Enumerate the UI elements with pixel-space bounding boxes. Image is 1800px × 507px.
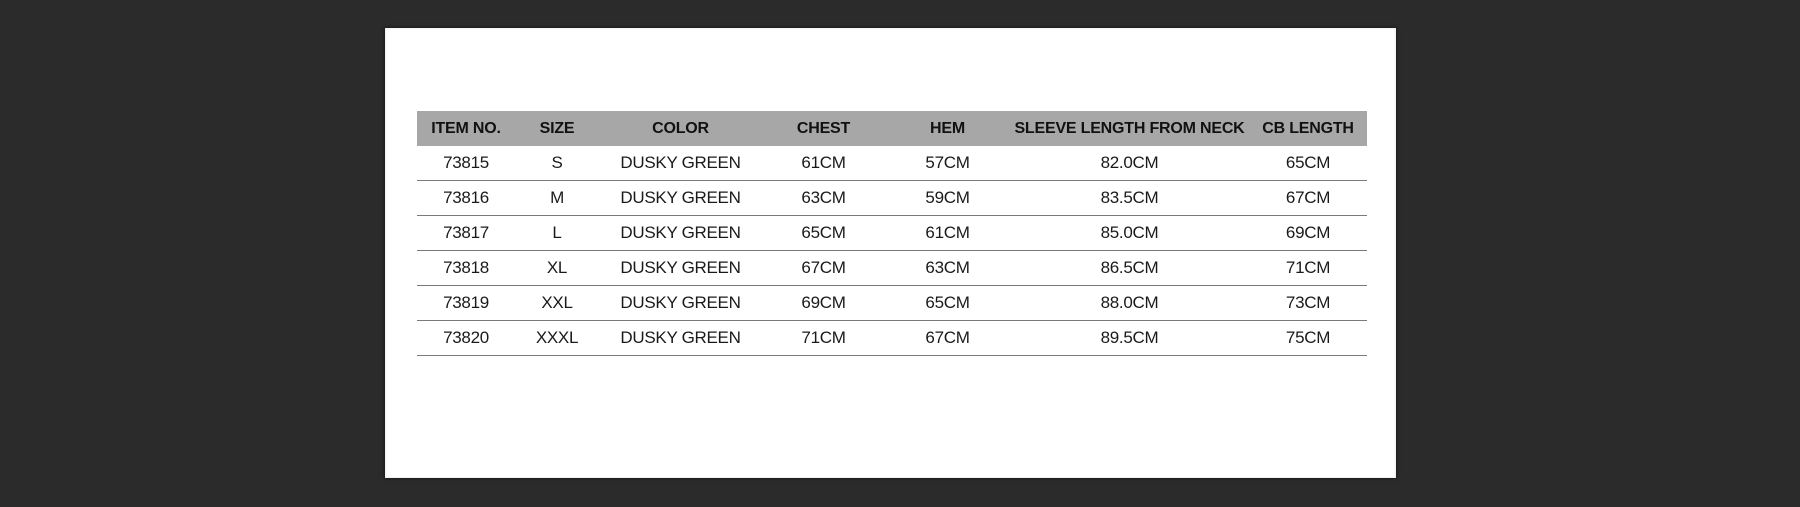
cell-color: DUSKY GREEN — [599, 286, 762, 321]
cell-cb-length: 75CM — [1249, 321, 1367, 356]
cell-size: M — [515, 181, 599, 216]
cell-sleeve-length: 89.5CM — [1010, 321, 1249, 356]
cell-chest: 71CM — [762, 321, 885, 356]
table-body — [417, 146, 1367, 356]
cell-cb-length: 67CM — [1249, 181, 1367, 216]
cell-cb-length: 69CM — [1249, 216, 1367, 251]
header-cb-length: CB LENGTH — [1249, 111, 1367, 146]
cell-item-no: 73818 — [417, 251, 515, 286]
cell-hem: 57CM — [885, 146, 1010, 181]
cell-cb-length: 71CM — [1249, 251, 1367, 286]
cell-color: DUSKY GREEN — [599, 216, 762, 251]
cell-cb-length: 65CM — [1249, 146, 1367, 181]
cell-item-no: 73820 — [417, 321, 515, 356]
cell-size: L — [515, 216, 599, 251]
header-chest: CHEST — [762, 111, 885, 146]
header-row — [417, 111, 1367, 146]
document-sheet — [385, 28, 1396, 478]
cell-chest: 61CM — [762, 146, 885, 181]
cell-color: DUSKY GREEN — [599, 146, 762, 181]
header-size: SIZE — [515, 111, 599, 146]
cell-size: S — [515, 146, 599, 181]
header-item-no: ITEM NO. — [417, 111, 515, 146]
cell-hem: 61CM — [885, 216, 1010, 251]
cell-chest: 63CM — [762, 181, 885, 216]
cell-sleeve-length: 85.0CM — [1010, 216, 1249, 251]
table-header — [417, 111, 1367, 146]
cell-size: XXXL — [515, 321, 599, 356]
cell-color: DUSKY GREEN — [599, 251, 762, 286]
cell-sleeve-length: 86.5CM — [1010, 251, 1249, 286]
cell-chest: 67CM — [762, 251, 885, 286]
table-row — [417, 251, 1367, 286]
table-row — [417, 181, 1367, 216]
cell-hem: 59CM — [885, 181, 1010, 216]
header-hem: HEM — [885, 111, 1010, 146]
cell-sleeve-length: 83.5CM — [1010, 181, 1249, 216]
cell-chest: 69CM — [762, 286, 885, 321]
table-row — [417, 321, 1367, 356]
cell-hem: 65CM — [885, 286, 1010, 321]
cell-item-no: 73819 — [417, 286, 515, 321]
cell-hem: 63CM — [885, 251, 1010, 286]
cell-item-no: 73817 — [417, 216, 515, 251]
table-row — [417, 216, 1367, 251]
cell-sleeve-length: 88.0CM — [1010, 286, 1249, 321]
cell-chest: 65CM — [762, 216, 885, 251]
cell-color: DUSKY GREEN — [599, 181, 762, 216]
cell-item-no: 73815 — [417, 146, 515, 181]
header-color: COLOR — [599, 111, 762, 146]
header-sleeve-length: SLEEVE LENGTH FROM NECK — [1010, 111, 1249, 146]
cell-sleeve-length: 82.0CM — [1010, 146, 1249, 181]
table-row — [417, 146, 1367, 181]
cell-hem: 67CM — [885, 321, 1010, 356]
cell-size: XL — [515, 251, 599, 286]
table-row — [417, 286, 1367, 321]
size-chart-table — [417, 111, 1367, 356]
cell-size: XXL — [515, 286, 599, 321]
cell-item-no: 73816 — [417, 181, 515, 216]
cell-color: DUSKY GREEN — [599, 321, 762, 356]
cell-cb-length: 73CM — [1249, 286, 1367, 321]
